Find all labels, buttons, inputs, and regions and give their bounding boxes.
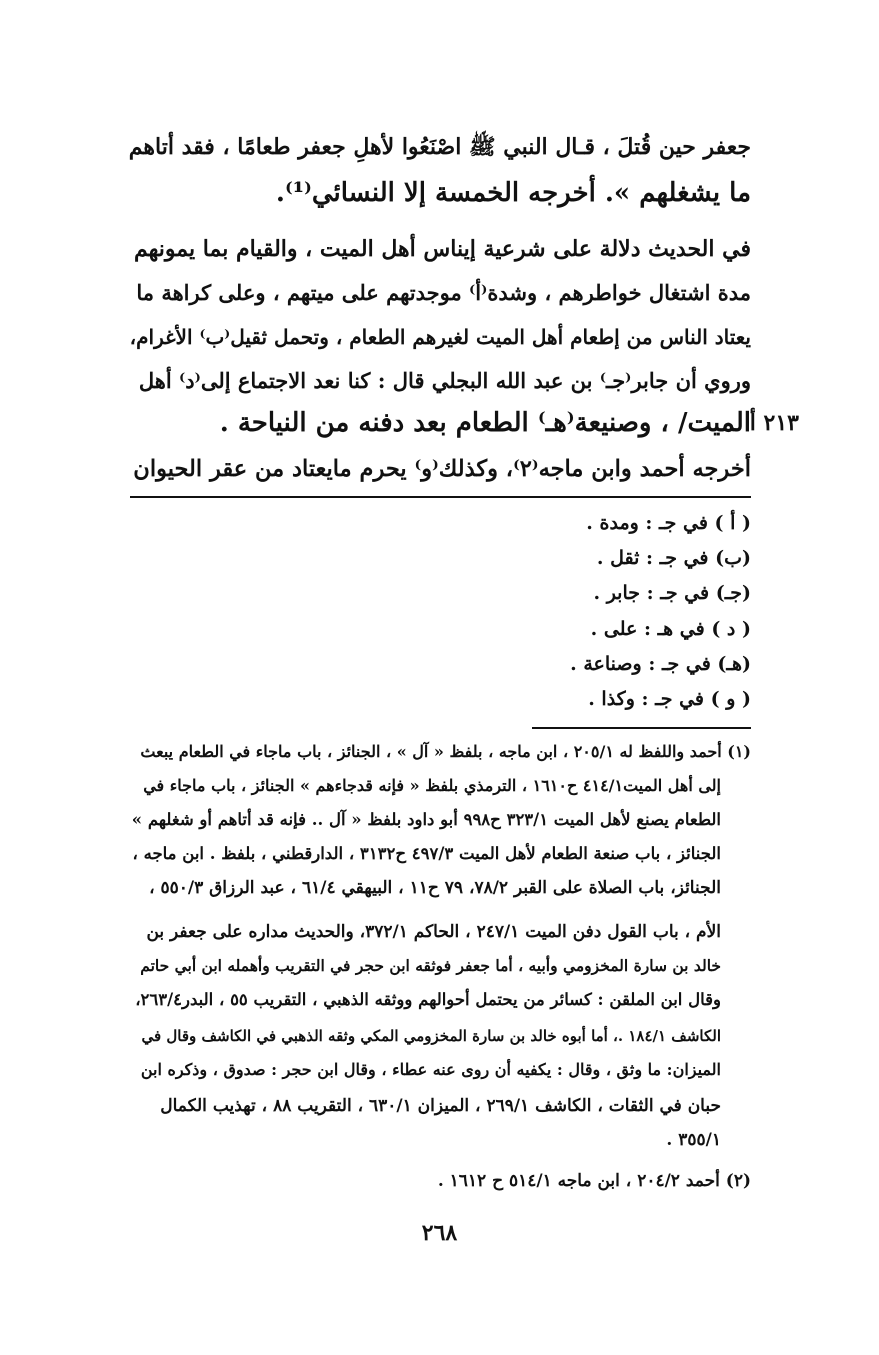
footnote-line: ٣٥٥/١ . (666, 1130, 721, 1150)
separator-rule (130, 496, 751, 498)
main-text-line: ما يشغلهم ». أخرجه الخمسة إلا النسائي⁽¹⁾. (275, 178, 751, 208)
footnote-line: الميزان: ما وثق ، وقال : يكفيه أن روى عنه عطاء ، وقال ابن حجر : صدوق ، وذكره ابن (140, 1060, 721, 1079)
page-number: ٢٦٨ (421, 1220, 458, 1246)
footnote-rule (532, 727, 751, 729)
footnote-line: الأم ، باب القول دفن الميت ٢٤٧/١ ، الحاكم ٣٧٢/١، والحديث مداره على جعفر بن (146, 922, 721, 942)
main-text-line: مدة اشتغال خواطرهم ، وشدة⁽أ⁾ موجدتهم على ميتهم ، وعلى كراهة ما (136, 280, 751, 305)
footnote-line: الطعام يصنع لأهل الميت ٣٢٣/١ ح٩٩٨ أبو داود بلفظ « آل .. فإنه قد أتاهم أو شغلهم » (131, 810, 721, 829)
footnote-line: (٢) أحمد ٢٠٤/٢ ، ابن ماجه ٥١٤/١ ح ١٦١٢ . (437, 1171, 751, 1191)
footnote-line: وقال ابن الملقن : كسائر من يحتمل أحوالهم ووثقه الذهبي ، التقريب ٥٥ ، البدر٢٦٣/٤، (135, 990, 721, 1009)
variant-note: (ب) في جـ : ثقل . (596, 547, 751, 569)
variant-note: (هـ) في جـ : وصناعة . (570, 653, 751, 675)
footnote-line: الجنائز ، باب صنعة الطعام لأهل الميت ٤٩٧/٣ ح٣١٣٢ ، الدارقطني ، بلفظ . ابن ماجه ، (132, 844, 721, 863)
folio-margin-note: ٢١٣ أ (749, 410, 799, 436)
footnote-line: (١) أحمد واللفظ له ٢٠٥/١ ، ابن ماجه ، بلفظ « آل » ، الجنائز ، باب ماجاء في الطعام يبعث (140, 742, 751, 761)
footnote-line: حبان في الثقات ، الكاشف ٢٦٩/١ ، الميزان ٦٣٠/١ ، التقريب ٨٨ ، تهذيب الكمال (160, 1096, 721, 1116)
variant-note: ( و ) في جـ : وكذا . (588, 688, 751, 710)
variant-note: ( أ ) في جـ : ومدة . (586, 512, 751, 534)
main-text-line: الميت/ ، وصنيعة⁽هـ⁾ الطعام بعد دفنه من النياحة . (219, 408, 751, 438)
footnote-line: الجنائز، باب الصلاة على القبر ٧٨/٢، ٧٩ ح١١ ، البيهقي ٦١/٤ ، عبد الرزاق ٥٥٠/٣ ، (149, 878, 721, 898)
main-text-line: أخرجه أحمد وابن ماجه⁽٢⁾، وكذلك⁽و⁾ يحرم مايعتاد من عقر الحيوان (133, 456, 751, 482)
variant-note: ( د ) في هـ : على . (590, 618, 751, 640)
variant-note: (جـ) في جـ : جابر . (593, 582, 751, 604)
footnote-line: الكاشف ١٨٤/١ .، أما أبوه خالد بن سارة المخزومي المكي وثقه الذهبي في الكاشف وقال في (141, 1027, 721, 1045)
footnote-line: إلى أهل الميت٤١٤/١ ح١٦١٠ ، الترمذي بلفظ « فإنه قدجاءهم » الجنائز ، باب ماجاء في (143, 776, 721, 795)
footnote-line: خالد بن سارة المخزومي وأبيه ، أما جعفر فوثقه ابن حجر في التقريب وأهمله ابن أبي حاتم (140, 956, 721, 975)
main-text-line: في الحديث دلالة على شرعية إيناس أهل الميت ، والقيام بما يمونهم (134, 236, 751, 262)
main-text-line: جعفر حين قُتلَ ، قـال النبي ﷺ اصْنَعُوا لأهلِ جعفر طعامًا ، فقد أتاهم (128, 134, 751, 160)
main-text-line: يعتاد الناس من إطعام أهل الميت لغيرهم الطعام ، وتحمل ثقيل⁽ب⁾ الأغرام، (129, 325, 751, 349)
main-text-line: وروي أن جابر⁽جـ⁾ بن عبد الله البجلي قال : كنا نعد الاجتماع إلى⁽د⁾ أهل (138, 368, 751, 393)
